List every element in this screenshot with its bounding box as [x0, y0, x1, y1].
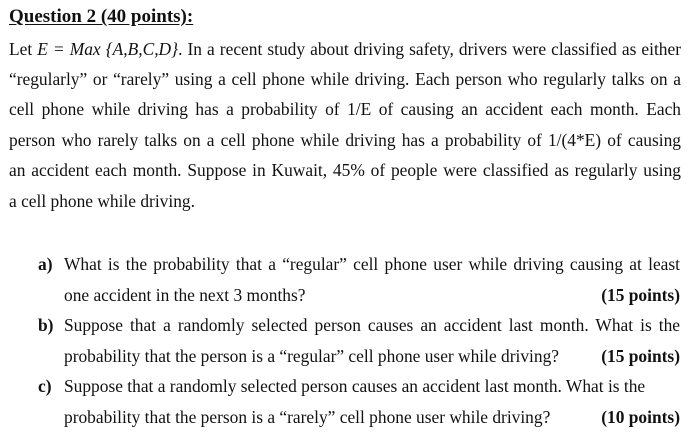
part-b-line-2-text: probability that the person is a “regular” cell phone user while driving?	[64, 346, 559, 366]
part-a-line-2	[64, 284, 680, 306]
part-c-line-2	[64, 406, 680, 428]
part-c-points: (10 points)	[601, 407, 680, 427]
intro-line-1-prefix: Let	[9, 39, 38, 59]
question-title: Question 2 (40 points):	[9, 6, 194, 27]
part-c-line-1: Suppose that a randomly selected person causes an accident last month. What is the	[64, 376, 646, 396]
part-b-points: (15 points)	[601, 346, 680, 366]
part-b-line-2	[64, 345, 680, 367]
part-c-label: c)	[38, 376, 52, 396]
part-a-line-1: What is the probability that a “regular” cell phone user while driving causing at least	[64, 254, 680, 274]
intro-line-1-rest: . In a recent study about driving safety, drivers were classified as either	[178, 39, 681, 59]
intro-line-2: “regularly” or “rarely” using a cell phone while driving. Each person who regularly talks on a	[9, 69, 681, 89]
intro-line-1	[9, 38, 681, 60]
intro-line-5: an accident each month. Suppose in Kuwait, 45% of people were classified as regularly using	[9, 160, 681, 180]
part-c-line-2-text: probability that the person is a “rarely” cell phone user while driving?	[64, 407, 551, 427]
part-a-label: a)	[38, 254, 53, 274]
part-b-label: b)	[38, 315, 54, 335]
intro-line-4: person who rarely talks on a cell phone while driving has a probability of 1/(4*E) of causing	[9, 130, 681, 150]
intro-line-6: a cell phone while driving.	[9, 191, 195, 211]
part-a-points: (15 points)	[601, 285, 680, 305]
part-b-line-1: Suppose that a randomly selected person causes an accident last month. What is the	[64, 315, 680, 335]
part-a-line-2-text: one accident in the next 3 months?	[64, 285, 306, 305]
intro-formula: E = Max {A,B,C,D}	[37, 39, 179, 59]
intro-line-3: cell phone while driving has a probability of 1/E of causing an accident each month. Each	[9, 99, 681, 119]
